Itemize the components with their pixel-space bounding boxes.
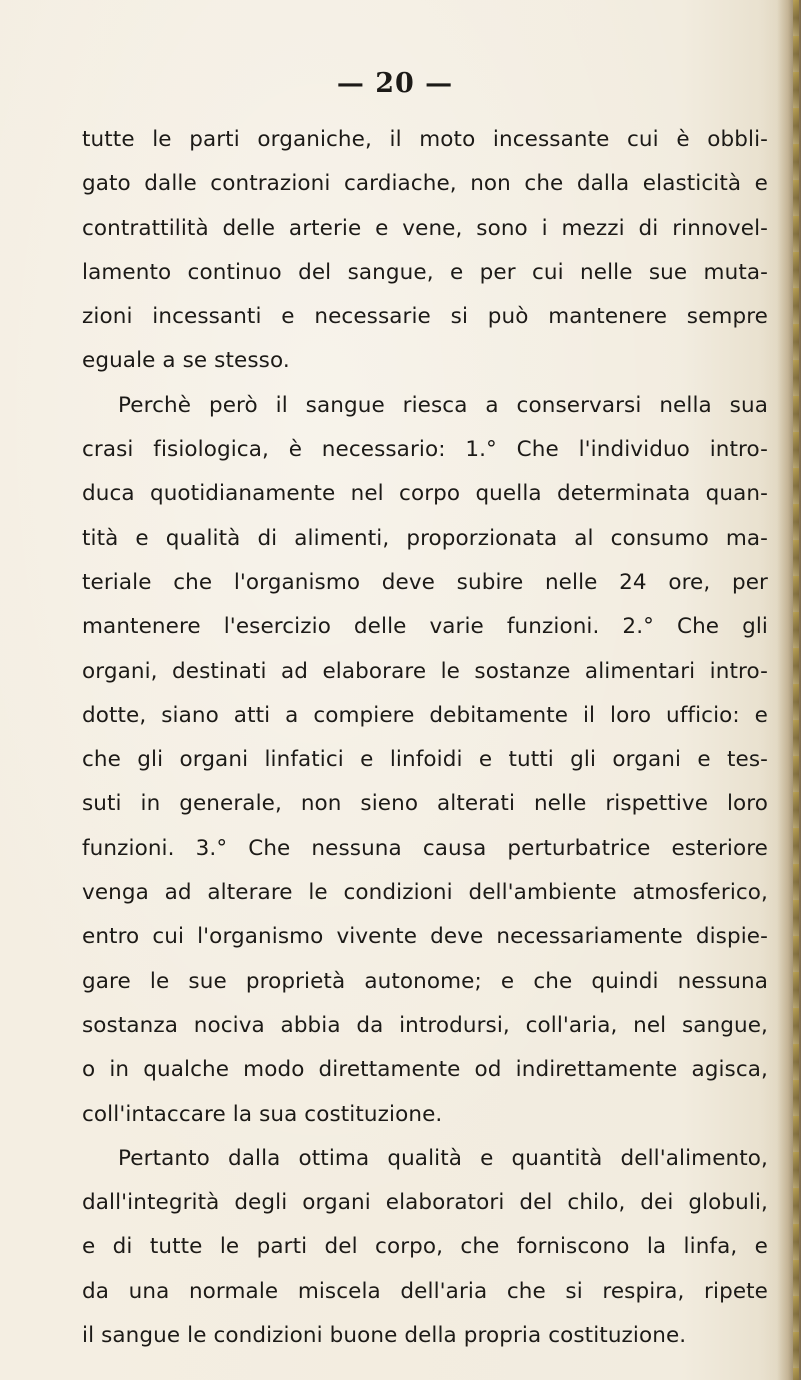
text-line: il sangue le condizioni buone della propria costituzione. bbox=[82, 1323, 687, 1349]
text-line: dall'integrità degli organi elaboratori del chilo, dei globuli, bbox=[82, 1190, 768, 1216]
body-text bbox=[82, 118, 768, 1358]
text-line: dotte, siano atti a compiere debitamente il loro ufficio: e bbox=[82, 702, 768, 728]
text-line: lamento continuo del sangue, e per cui nelle sue muta- bbox=[82, 259, 768, 285]
text-line: zioni incessanti e necessarie si può mantenere sempre bbox=[82, 304, 768, 330]
text-line: suti in generale, non sieno alterati nelle rispettive loro bbox=[82, 791, 768, 817]
text-line: o in qualche modo direttamente od indirettamente agisca, bbox=[82, 1057, 768, 1083]
text-line: teriale che l'organismo deve subire nelle 24 ore, per bbox=[82, 569, 768, 595]
text-line: che gli organi linfatici e linfoidi e tutti gli organi e tes- bbox=[82, 747, 768, 773]
text-line: organi, destinati ad elaborare le sostanze alimentari intro- bbox=[82, 658, 768, 684]
text-line: eguale a se stesso. bbox=[82, 348, 290, 374]
text-line: gare le sue proprietà autonome; e che quindi nessuna bbox=[82, 968, 768, 994]
text-line: tità e qualità di alimenti, proporzionata al consumo ma- bbox=[82, 525, 768, 551]
text-line: funzioni. 3.° Che nessuna causa perturbatrice esteriore bbox=[82, 835, 768, 861]
text-line: gato dalle contrazioni cardiache, non che dalla elasticità e bbox=[82, 171, 768, 197]
page-number: — 20 — bbox=[336, 68, 454, 99]
page-edge-strip bbox=[793, 0, 799, 1380]
text-line: coll'intaccare la sua costituzione. bbox=[82, 1101, 443, 1127]
text-line: entro cui l'organismo vivente deve necessariamente dispie- bbox=[82, 924, 768, 950]
text-line: duca quotidianamente nel corpo quella determinata quan- bbox=[82, 481, 768, 507]
text-line: sostanza nociva abbia da introdursi, coll'aria, nel sangue, bbox=[82, 1012, 768, 1038]
text-line: venga ad alterare le condizioni dell'ambiente atmosferico, bbox=[82, 880, 768, 906]
text-line: da una normale miscela dell'aria che si respira, ripete bbox=[82, 1278, 768, 1304]
text-line: Perchè però il sangue riesca a conservarsi nella sua bbox=[118, 392, 768, 418]
text-line: e di tutte le parti del corpo, che forniscono la linfa, e bbox=[82, 1234, 768, 1260]
text-line: tutte le parti organiche, il moto incessante cui è obbli- bbox=[82, 127, 768, 152]
text-line: mantenere l'esercizio delle varie funzioni. 2.° Che gli bbox=[82, 614, 768, 640]
text-line: contrattilità delle arterie e vene, sono i mezzi di rinnovel- bbox=[82, 215, 768, 241]
text-line: crasi fisiologica, è necessario: 1.° Che l'individuo intro- bbox=[82, 437, 768, 463]
text-line: Pertanto dalla ottima qualità e quantità dell'alimento, bbox=[118, 1145, 768, 1171]
